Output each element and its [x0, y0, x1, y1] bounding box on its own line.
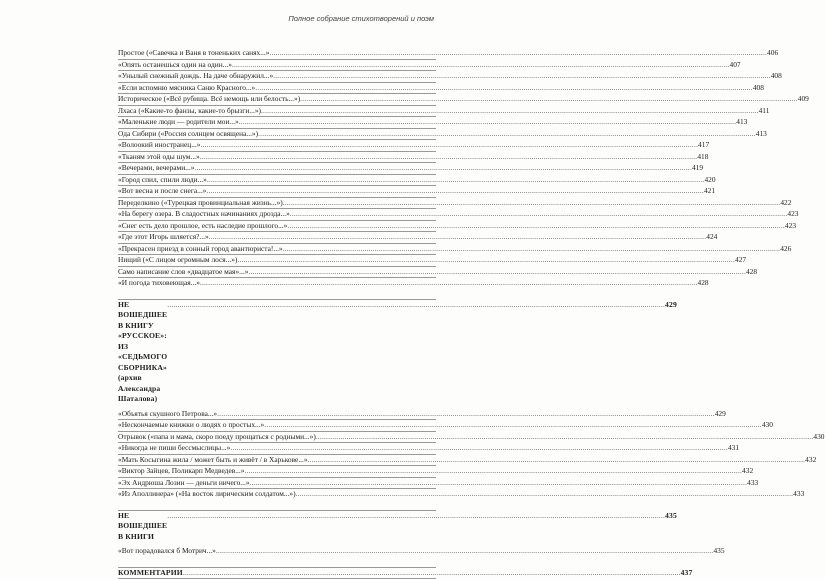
- dot-leader: [296, 489, 794, 500]
- toc-section-heading[interactable]: [118, 510, 677, 543]
- toc-entry-page: 422: [780, 197, 792, 207]
- toc-entry[interactable]: [118, 277, 709, 289]
- toc-entry[interactable]: [118, 231, 718, 243]
- toc-group-3: [118, 546, 725, 557]
- toc-entry[interactable]: [118, 488, 805, 500]
- toc-entry-title: «Город спил, спили люди...»: [118, 174, 207, 184]
- toc-entry-page: 428: [697, 278, 709, 287]
- toc-entry[interactable]: [118, 220, 797, 232]
- toc-entry[interactable]: [118, 431, 825, 443]
- toc-entry-page: 413: [755, 128, 767, 138]
- toc-entry-page: 413: [736, 117, 748, 126]
- dot-leader: [283, 198, 781, 209]
- toc-entry-page: 430: [813, 431, 825, 441]
- toc-entry[interactable]: [118, 116, 748, 128]
- toc-entry[interactable]: [118, 48, 779, 59]
- dot-leader: [250, 478, 748, 489]
- toc-entry-title: «Тканям этой оды шум...»: [118, 151, 200, 161]
- toc-entry-page: 435: [713, 546, 725, 555]
- toc-entry-title: «Маленькие люди — родители мои...»: [118, 117, 239, 126]
- dot-leader: [269, 48, 767, 59]
- toc-entry-title: Ода Сибири («Россия солнцем освящена...»): [118, 128, 259, 138]
- toc-entry[interactable]: [118, 243, 792, 255]
- toc-section-heading[interactable]: [118, 567, 693, 579]
- dot-leader: [200, 140, 698, 151]
- toc-group-2: [118, 408, 825, 500]
- toc-entry[interactable]: [118, 59, 741, 71]
- toc-entry-title: «Эх Андрюша Лозин — деньги ничего...»: [118, 477, 250, 487]
- toc-entry-title: «Никогда не пиши бессмыслицы...»: [118, 443, 231, 452]
- toc-entry-page: 426: [780, 243, 792, 253]
- toc-entry[interactable]: [118, 465, 754, 477]
- dot-leader: [248, 267, 746, 278]
- toc-entry[interactable]: [118, 93, 809, 105]
- toc-entry[interactable]: [118, 174, 716, 186]
- toc-entry-page: 427: [735, 255, 747, 264]
- dot-leader: [287, 221, 785, 232]
- section-page: 435: [665, 510, 677, 520]
- toc-entry-title: Само написание слов «двадцатое мая»...»: [118, 266, 249, 276]
- dot-leader: [316, 432, 814, 443]
- toc-entry-title: «И погода тиховеющая...»: [118, 278, 200, 287]
- toc-entry-title: «Унылый снежный дождь. На даче обнаружил...»: [118, 71, 274, 80]
- toc-entry-page: 408: [770, 71, 782, 80]
- toc-entry-page: 423: [787, 209, 799, 218]
- toc-entry[interactable]: [118, 546, 725, 557]
- section-title: КОММЕНТАРИИ: [118, 567, 183, 577]
- toc-entry-title: «Мать Косыгина жила / может быть и живёт / в Харькове...»: [118, 454, 308, 464]
- dot-leader: [290, 209, 788, 220]
- dot-leader: [283, 244, 781, 255]
- dot-leader: [194, 163, 692, 174]
- dot-leader: [230, 443, 728, 454]
- toc-entry-title: «Снег есть дело прошлое, есть наследие прошлого...»: [118, 220, 288, 230]
- toc-entry[interactable]: [118, 254, 747, 266]
- toc-entry-page: 421: [703, 186, 716, 195]
- dot-leader: [308, 455, 806, 466]
- toc-entry-page: 433: [793, 489, 805, 498]
- toc-entry[interactable]: [118, 70, 782, 82]
- dot-leader: [261, 106, 759, 117]
- toc-entry-title: Лхаса («Какие-то фанзы, какие-то брызги...»): [118, 105, 261, 115]
- toc-entry[interactable]: [118, 208, 799, 220]
- toc-entry-title: Нищий («С лицом огромным лося...»): [118, 255, 238, 264]
- toc-entry-title: «Из Аполлинера» («На восток лирическим солдатом...»): [118, 489, 296, 498]
- dot-leader: [244, 466, 742, 477]
- toc-entry-title: Историческое («Всё рубища. Всё немощь или белость...»): [118, 94, 301, 103]
- toc-entry-title: Переделкино («Турецкая провинциальная жизнь...»): [118, 197, 283, 207]
- running-header: Полное собрание стихотворений и поэм: [288, 14, 434, 23]
- toc-entry-page: 432: [805, 454, 817, 464]
- toc-entry-title: Отрывок («папа и мама, скоро поеду прощаться с родными...»): [118, 431, 316, 441]
- toc-entry-page: 406: [767, 48, 779, 57]
- dot-leader: [273, 71, 771, 82]
- toc-entry-page: 431: [727, 443, 740, 452]
- toc-entry-page: 411: [758, 105, 770, 115]
- toc-entry-page: 423: [784, 220, 797, 230]
- dot-leader: [209, 232, 707, 243]
- section-page: 429: [665, 299, 677, 309]
- dot-leader: [255, 83, 753, 94]
- toc-entry-page: 417: [698, 140, 710, 149]
- toc-entry-title: «Опять останешься один на один...»: [118, 59, 232, 69]
- toc-entry[interactable]: [118, 105, 770, 117]
- toc-entry[interactable]: [118, 477, 759, 489]
- toc-entry-title: «Нескончаемые книжки о людях о простых...»: [118, 420, 265, 429]
- toc-entry-title: Простое («Савечка и Ваня в тоненьких санях...»: [118, 48, 270, 57]
- dot-leader: [264, 420, 762, 431]
- dot-leader: [200, 152, 698, 163]
- toc-entry[interactable]: [118, 185, 716, 197]
- dot-leader: [232, 60, 730, 71]
- dot-leader: [239, 117, 737, 128]
- toc-entry-title: «Вот порадовался б Мотрич...»: [118, 546, 216, 555]
- toc-entry-title: «Если вспомню мясника Саню Красного...»: [118, 82, 256, 92]
- toc-entry-title: «Прекрасен приезд в сонный город авантюриста!...»: [118, 243, 283, 253]
- toc-entry-title: «Волоокий иностранец...»: [118, 140, 201, 149]
- toc-entry-page: 419: [692, 163, 704, 172]
- section-title: НЕ ВОШЕДШЕЕ В КНИГУ «РУССКОЕ»: ИЗ «СЕДЬМОГО СБОРНИКА» (архив Александра Шаталова): [118, 299, 168, 403]
- dot-leader: [237, 255, 735, 266]
- toc-entry[interactable]: [118, 419, 773, 431]
- toc-section-heading[interactable]: [118, 299, 677, 405]
- toc-entry[interactable]: [118, 139, 710, 151]
- toc-entry-title: «На берегу озера. В сладостных начинаниях дрозда...»: [118, 209, 290, 218]
- toc-entry-page: 418: [697, 151, 709, 161]
- dot-leader: [207, 175, 705, 186]
- toc-entry-page: 420: [704, 174, 716, 184]
- table-of-contents: [118, 48, 825, 579]
- toc-entry[interactable]: [118, 128, 767, 140]
- dot-leader: [300, 94, 798, 105]
- toc-entry-page: 407: [729, 59, 741, 69]
- dot-leader: [216, 546, 714, 557]
- toc-entry-page: 424: [706, 232, 718, 241]
- toc-entry-title: «Вот весна и после снега...»: [118, 186, 207, 195]
- toc-entry-page: 432: [742, 466, 754, 475]
- toc-entry[interactable]: [118, 454, 817, 466]
- toc-entry-title: «Виктор Зайцев, Поликарп Медведев...»: [118, 466, 245, 475]
- section-page: 437: [680, 567, 693, 577]
- toc-entry-page: 430: [761, 420, 773, 429]
- toc-entry[interactable]: [118, 197, 792, 209]
- toc-entry[interactable]: [118, 151, 709, 163]
- toc-entry[interactable]: [118, 442, 740, 454]
- section-title: НЕ ВОШЕДШЕЕ В КНИГИ: [118, 510, 168, 541]
- toc-entry-page: 428: [745, 266, 758, 276]
- toc-entry-title: «Вечерами, вечерами...»: [118, 163, 195, 172]
- toc-entry-page: 429: [714, 408, 726, 418]
- dot-leader: [217, 409, 715, 420]
- toc-entry[interactable]: [118, 162, 704, 174]
- toc-group-1: [118, 48, 809, 289]
- toc-entry[interactable]: [118, 266, 758, 278]
- dot-leader: [200, 278, 698, 289]
- dot-leader: [258, 129, 756, 140]
- toc-entry-page: 409: [797, 94, 809, 103]
- dot-leader: [206, 186, 704, 197]
- toc-entry-page: 408: [752, 82, 764, 92]
- toc-entry[interactable]: [118, 82, 764, 94]
- toc-entry-page: 433: [747, 477, 759, 487]
- toc-entry[interactable]: [118, 408, 726, 420]
- toc-entry-title: «Объятья скушного Петрова...»: [118, 408, 218, 418]
- toc-entry-title: «Где этот Игорь шляется?...»: [118, 232, 209, 241]
